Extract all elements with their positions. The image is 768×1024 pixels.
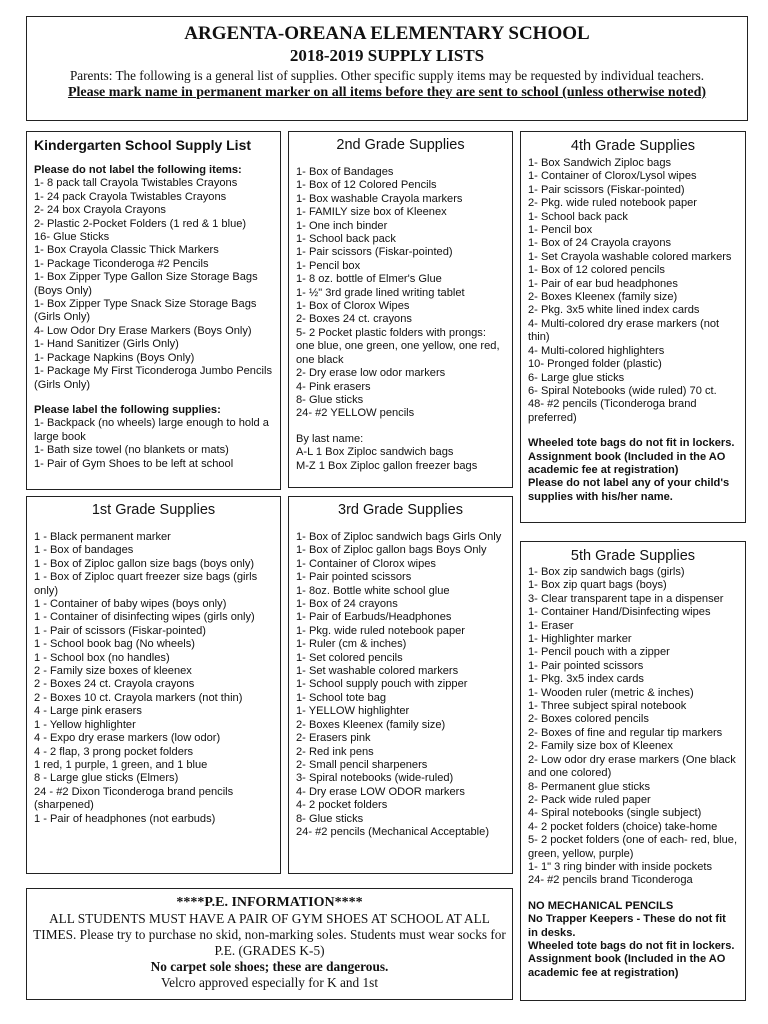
list-item: 1 - Yellow highlighter xyxy=(34,718,136,731)
parents-intro: Parents: The following is a general list of supplies. Other specific supply items may be requested by individual teachers. xyxy=(69,68,705,83)
list-item: 4 - 2 flap, 3 prong pocket folders xyxy=(34,745,194,758)
list-item: 1 red, 1 purple, 1 green, and 1 blue xyxy=(34,758,208,771)
list-item: 2- Pack wide ruled paper xyxy=(528,793,651,806)
list-item: 1- Box Crayola Classic Thick Markers xyxy=(34,244,219,257)
list-item: 1- Pair scissors (Fiskar-pointed) xyxy=(296,246,453,259)
list-item: No Trapper Keepers - These do not fit in desks. xyxy=(528,913,726,939)
list-item: 5- 2 Pocket plastic folders with prongs: one blue, one green, one yellow, one red, one black xyxy=(296,326,500,366)
list-item: 1- 8 pack tall Crayola Twistables Crayons xyxy=(34,177,238,190)
list-item: 2- Family size box of Kleenex xyxy=(528,740,673,753)
list-item: 1 - Pair of scissors (Fiskar-pointed) xyxy=(34,624,206,637)
pe-title: ****P.E. INFORMATION**** xyxy=(176,895,363,910)
list-item: 24 - #2 Dixon Ticonderoga brand pencils (sharpened) xyxy=(34,785,234,812)
list-item: Wheeled tote bags do not fit in lockers. xyxy=(528,939,735,952)
list-item: 1- Pkg. wide ruled notebook paper xyxy=(296,624,465,637)
pe-velcro: Velcro approved especially for K and 1st xyxy=(160,975,379,990)
list-item: 1- Bath size towel (no blankets or mats) xyxy=(34,444,229,457)
list-item: 2- Boxes 24 ct. crayons xyxy=(296,313,412,326)
marking-notice: Please mark name in permanent marker on all items before they are sent to school (unless otherwise noted) xyxy=(67,85,707,100)
pe-information-box xyxy=(26,888,513,1000)
list-item: 8 - Large glue sticks (Elmers) xyxy=(34,772,179,785)
list-item: 24- #2 pencils brand Ticonderoga xyxy=(528,874,693,887)
list-item: 2- Erasers pink xyxy=(296,732,371,745)
list-item: 1- Box of 24 Crayola crayons xyxy=(528,237,672,250)
grade3-items xyxy=(296,531,505,839)
list-item: 1 - Box of Ziploc quart freezer size bags (girls only) xyxy=(34,571,258,597)
list-item: 1- Box zip quart bags (boys) xyxy=(528,579,667,592)
list-item: 2- Dry erase low odor markers xyxy=(296,367,446,380)
list-item: 2 - Boxes 10 ct. Crayola markers (not thin) xyxy=(34,691,243,704)
list-item: 1- Pair of Gym Shoes to be left at school xyxy=(34,457,234,470)
list-item: 1- Set washable colored markers xyxy=(296,665,459,678)
list-item: 4- Dry erase LOW ODOR markers xyxy=(296,785,465,798)
header-box xyxy=(26,16,748,121)
list-item: 1- Package Ticonderoga #2 Pencils xyxy=(34,257,209,270)
school-name: ARGENTA-OREANA ELEMENTARY SCHOOL xyxy=(184,23,590,44)
list-item: 1- Set Crayola washable colored markers xyxy=(528,250,732,263)
list-item: 1- Package Napkins (Boys Only) xyxy=(34,351,195,364)
grade2-list xyxy=(288,131,513,488)
list-item: 2- Boxes of fine and regular tip markers xyxy=(528,726,723,739)
grade5-list xyxy=(520,541,746,1001)
list-item: 4- Spiral notebooks (single subject) xyxy=(528,807,702,820)
list-item: Assignment book (Included in the AO academic fee at registration) xyxy=(528,450,726,476)
list-item: 1- Container Hand/Disinfecting wipes xyxy=(528,606,711,619)
list-item: 2- Plastic 2-Pocket Folders (1 red & 1 blue) xyxy=(34,217,247,230)
grade1-title: 1st Grade Supplies xyxy=(91,502,216,518)
list-item: 1- FAMILY size box of Kleenex xyxy=(296,206,447,219)
grade3-title: 3rd Grade Supplies xyxy=(338,502,463,518)
kindergarten-items-unlabeled xyxy=(34,177,273,392)
list-item: 1- Highlighter marker xyxy=(528,633,632,646)
list-item: 2- Boxes Kleenex (family size) xyxy=(296,718,446,731)
list-item: 1- Set colored pencils xyxy=(296,651,403,664)
list-item: 3- Spiral notebooks (wide-ruled) xyxy=(296,772,454,785)
list-item: 4 - Large pink erasers xyxy=(34,705,142,718)
list-item: 1- Three subject spiral notebook xyxy=(528,700,687,713)
grade4-items xyxy=(528,157,738,425)
list-item: 1- Box of Clorox Wipes xyxy=(296,300,410,313)
list-item: 1- Box Zipper Type Snack Size Storage Bags (Girls Only) xyxy=(34,298,257,324)
grade3-list xyxy=(288,496,513,874)
list-item: 2- Pkg. wide ruled notebook paper xyxy=(528,197,697,210)
list-item: Assignment book (Included in the AO academic fee at registration) xyxy=(528,953,726,979)
list-item: 2- Red ink pens xyxy=(296,745,374,758)
grade4-list xyxy=(520,131,746,523)
list-item: 4- Low Odor Dry Erase Markers (Boys Only) xyxy=(34,324,252,337)
grade4-title: 4th Grade Supplies xyxy=(570,138,696,154)
grade4-notes xyxy=(528,437,738,504)
list-item: 1- Box washable Crayola markers xyxy=(296,192,463,205)
list-item: 1 - Container of baby wipes (boys only) xyxy=(34,598,227,611)
list-item: Wheeled tote bags do not fit in lockers. xyxy=(528,437,735,450)
list-item: A-L 1 Box Ziploc sandwich bags xyxy=(296,446,454,459)
list-item: 1- Container of Clorox wipes xyxy=(296,557,436,570)
list-item: 6- Large glue sticks xyxy=(528,371,625,384)
list-item: 1- One inch binder xyxy=(296,219,388,232)
list-item: 1- Container of Clorox/Lysol wipes xyxy=(528,170,697,183)
list-item: 1 - School book bag (No wheels) xyxy=(34,638,195,651)
grade1-list xyxy=(26,496,281,874)
list-item: 1- 8 oz. bottle of Elmer's Glue xyxy=(296,273,442,286)
list-item: 2- Small pencil sharpeners xyxy=(296,758,428,771)
list-item: 1- School back pack xyxy=(296,233,396,246)
list-item: 1 - Container of disinfecting wipes (girls only) xyxy=(34,611,255,624)
kindergarten-list xyxy=(26,131,281,490)
list-item: 6- Spiral Notebooks (wide ruled) 70 ct. xyxy=(528,384,717,397)
list-item: 1- Box of 12 colored pencils xyxy=(528,264,665,277)
list-item: 1- ½" 3rd grade lined writing tablet xyxy=(296,286,465,299)
list-item: Please do not label any of your child's supplies with his/her name. xyxy=(528,477,730,503)
list-item: 1- Wooden ruler (metric & inches) xyxy=(528,686,694,699)
list-item: 2 - Family size boxes of kleenex xyxy=(34,665,192,678)
list-item: 2- Pkg. 3x5 white lined index cards xyxy=(528,304,700,317)
grade2-by-name-items xyxy=(296,446,505,473)
list-item: 1 - Black permanent marker xyxy=(34,531,171,543)
list-item: 4- 2 pocket folders (choice) take-home xyxy=(528,820,718,833)
list-item: 4- 2 pocket folders xyxy=(296,799,388,812)
grade5-title: 5th Grade Supplies xyxy=(570,548,696,564)
list-item: 1 - Pair of headphones (not earbuds) xyxy=(34,812,216,825)
grade5-items xyxy=(528,566,738,888)
list-item: 5- 2 pocket folders (one of each- red, blue, green, yellow, purple) xyxy=(528,834,738,860)
pe-body: ALL STUDENTS MUST HAVE A PAIR OF GYM SHOES AT SCHOOL AT ALL TIMES. Please try to purchase no skid, non-marking soles. Students must wear socks for P.E. (GRADES K-5) xyxy=(33,911,506,958)
label-heading: Please label the following supplies: xyxy=(34,403,221,416)
list-item: 8- Permanent glue sticks xyxy=(528,780,651,793)
list-item: 24- #2 pencils (Mechanical Acceptable) xyxy=(296,825,490,838)
list-item: 1 - Box of bandages xyxy=(34,544,134,557)
list-item: 1- Pencil box xyxy=(296,259,361,272)
list-item: 2- Low odor dry erase markers (One black and one colored) xyxy=(528,753,736,780)
list-item: 1- Backpack (no wheels) large enough to hold a large book xyxy=(34,417,269,443)
list-item: 1- Pencil box xyxy=(528,224,593,237)
list-item: 1- Pair scissors (Fiskar-pointed) xyxy=(528,183,685,196)
list-item: 48- #2 pencils (Ticonderoga brand preferred) xyxy=(528,398,697,424)
list-item: 1- 24 pack Crayola Twistables Crayons xyxy=(34,190,227,203)
list-item: 1- Package My First Ticonderoga Jumbo Pencils (Girls Only) xyxy=(34,365,273,391)
list-item: 1- Pair of Earbuds/Headphones xyxy=(296,611,452,624)
list-item: 1- Pair pointed scissors xyxy=(296,571,412,584)
list-item: 10- Pronged folder (plastic) xyxy=(528,358,662,371)
list-item: 4- Multi-colored highlighters xyxy=(528,344,665,357)
no-label-heading: Please do not label the following items: xyxy=(34,164,242,176)
list-item: 2- Boxes colored pencils xyxy=(528,713,649,726)
kindergarten-items-labeled xyxy=(34,417,273,471)
list-item: 1- School back pack xyxy=(528,210,628,223)
list-item: 1- School supply pouch with zipper xyxy=(296,678,468,691)
list-item: 16- Glue Sticks xyxy=(34,231,110,244)
list-item: 1- Hand Sanitizer (Girls Only) xyxy=(34,338,179,351)
list-item: 1- Pair of ear bud headphones xyxy=(528,277,678,290)
list-item: 2 - Boxes 24 ct. Crayola crayons xyxy=(34,678,195,691)
list-item: 1- School tote bag xyxy=(296,691,387,704)
list-item: 1- Ruler (cm & inches) xyxy=(296,638,407,651)
list-item: 1- Box zip sandwich bags (girls) xyxy=(528,566,685,578)
list-item: 3- Clear transparent tape in a dispenser xyxy=(528,592,724,605)
list-item: 1- 8oz. Bottle white school glue xyxy=(296,584,450,597)
list-item: 1- Box Zipper Type Gallon Size Storage Bags (Boys Only) xyxy=(34,271,258,297)
kindergarten-title: Kindergarten School Supply List xyxy=(34,137,252,153)
supply-list-year: 2018-2019 SUPPLY LISTS xyxy=(289,46,485,65)
list-item: 1 - School box (no handles) xyxy=(34,651,170,664)
list-item: 1- Box Sandwich Ziploc bags xyxy=(528,157,672,169)
list-item: 24- #2 YELLOW pencils xyxy=(296,407,415,420)
list-item: 4 - Expo dry erase markers (low odor) xyxy=(34,732,221,745)
grade5-notes xyxy=(528,900,738,980)
list-item: 1- Pair pointed scissors xyxy=(528,659,644,672)
list-item: 1- 1" 3 ring binder with inside pockets xyxy=(528,860,713,873)
pe-warning: No carpet sole shoes; these are dangerous. xyxy=(150,959,389,974)
by-name-heading: By last name: xyxy=(296,432,364,445)
list-item: 1- Box of 24 crayons xyxy=(296,598,398,611)
list-item: 1- YELLOW highlighter xyxy=(296,705,410,718)
list-item: 8- Glue sticks xyxy=(296,812,364,825)
list-item: M-Z 1 Box Ziploc gallon freezer bags xyxy=(296,459,478,472)
list-item: 4- Pink erasers xyxy=(296,380,371,393)
list-item: 8- Glue sticks xyxy=(296,393,364,406)
list-item: 1- Box of 12 Colored Pencils xyxy=(296,179,437,192)
list-item: 1- Box of Ziploc gallon bags Boys Only xyxy=(296,544,487,557)
list-item: 1- Eraser xyxy=(528,619,574,632)
list-item: 2- 24 box Crayola Crayons xyxy=(34,204,166,217)
list-item: 4- Multi-colored dry erase markers (not thin) xyxy=(528,317,720,344)
list-item: 1- Pkg. 3x5 index cards xyxy=(528,673,644,686)
list-item: 1- Box of Ziploc sandwich bags Girls Only xyxy=(296,531,502,543)
grade2-items xyxy=(296,166,505,421)
list-item: 2- Boxes Kleenex (family size) xyxy=(528,291,678,304)
list-item: 1- Pencil pouch with a zipper xyxy=(528,646,670,659)
grade1-items xyxy=(34,531,273,826)
grade2-title: 2nd Grade Supplies xyxy=(336,137,465,153)
list-item: 1- Box of Bandages xyxy=(296,166,394,178)
list-item: NO MECHANICAL PENCILS xyxy=(528,899,674,912)
list-item: 1 - Box of Ziploc gallon size bags (boys only) xyxy=(34,557,255,570)
